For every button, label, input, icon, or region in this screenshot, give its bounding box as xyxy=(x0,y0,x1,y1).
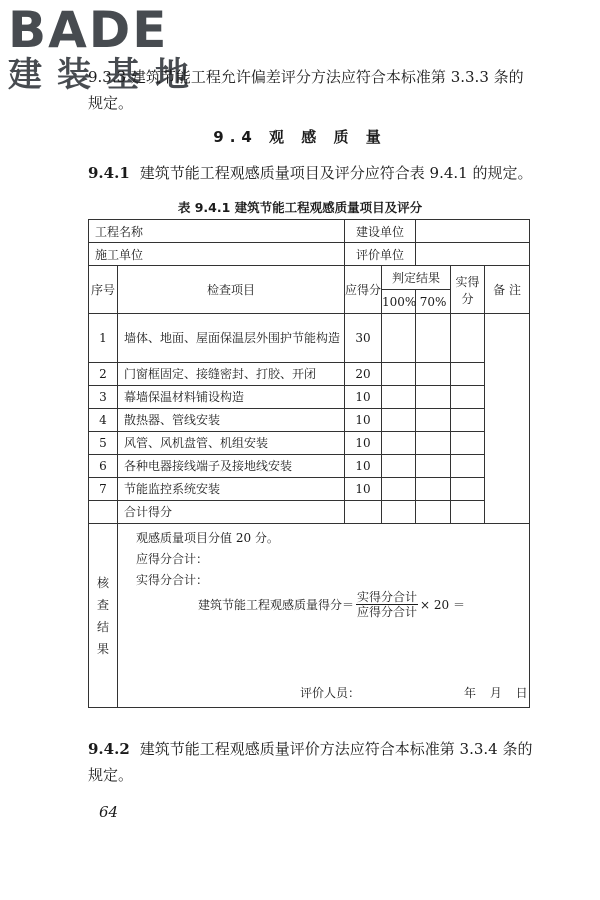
logo-subtext: 建装基地 xyxy=(8,55,204,95)
row-score: 20 xyxy=(345,363,382,386)
formula-suffix: × 20 ＝ xyxy=(420,598,465,612)
row-seq: 6 xyxy=(89,455,118,478)
formula-prefix: 建筑节能工程观感质量得分＝ xyxy=(198,598,355,612)
row-seq: 4 xyxy=(89,409,118,432)
table-row xyxy=(89,409,530,432)
date-label: 年 月 日 xyxy=(464,686,528,700)
check-result-body xyxy=(118,524,530,708)
table-caption: 表 9.4.1 建筑节能工程观感质量项目及评分 xyxy=(177,200,423,215)
page-number: 64 xyxy=(99,803,119,821)
score-formula xyxy=(198,590,465,619)
table-row xyxy=(89,432,530,455)
contractor-label: 施工单位 xyxy=(89,243,345,266)
table-row xyxy=(89,363,530,386)
row-item: 门窗框固定、接缝密封、打胶、开闭 xyxy=(118,363,345,386)
row-score: 10 xyxy=(345,455,382,478)
evaluation-unit-label: 评价单位 xyxy=(345,243,416,266)
project-name-label: 工程名称 xyxy=(89,220,345,243)
col-actual-score: 实得分 xyxy=(451,266,485,314)
row-item: 风管、风机盘管、机组安装 xyxy=(118,432,345,455)
row-item: 墙体、地面、屋面保温层外围护节能构造 xyxy=(118,314,345,363)
check-line-2: 应得分合计： xyxy=(136,552,209,566)
table-row xyxy=(89,314,530,363)
construction-unit-label: 建设单位 xyxy=(345,220,416,243)
formula-fraction xyxy=(356,590,418,619)
check-result-label: 核 查 结 果 xyxy=(89,524,118,708)
row-seq: 7 xyxy=(89,478,118,501)
row-item: 各种电器接线端子及接地线安装 xyxy=(118,455,345,478)
col-remark: 备 注 xyxy=(485,266,530,314)
total-row xyxy=(89,501,530,524)
clause-number: 9.4.2 xyxy=(88,740,130,758)
column-header-row xyxy=(89,266,530,290)
col-judgement: 判定结果 xyxy=(382,266,451,290)
col-due-score: 应得分 xyxy=(345,266,382,314)
row-score: 10 xyxy=(345,478,382,501)
formula-denominator: 应得分合计 xyxy=(357,605,418,619)
table-row xyxy=(89,386,530,409)
construction-unit-value xyxy=(416,220,530,243)
remark-cell xyxy=(485,314,530,524)
evaluation-table xyxy=(88,219,530,708)
total-label: 合计得分 xyxy=(118,501,345,524)
clause-text: 建筑节能工程观感质量项目及评分应符合表 9.4.1 的规定。 xyxy=(139,164,533,182)
check-result-row xyxy=(89,524,530,708)
paragraph-9-4-1 xyxy=(88,160,534,186)
header-row-project xyxy=(89,220,530,243)
evaluation-unit-value xyxy=(416,243,530,266)
row-seq: 3 xyxy=(89,386,118,409)
row-item: 节能监控系统安装 xyxy=(118,478,345,501)
header-row-contractor xyxy=(89,243,530,266)
table-row xyxy=(89,455,530,478)
logo-text: BADE xyxy=(8,1,169,59)
row-item: 散热器、管线安装 xyxy=(118,409,345,432)
table-row xyxy=(89,478,530,501)
check-line-1: 观感质量项目分值 20 分。 xyxy=(136,531,279,545)
row-item: 幕墙保温材料铺设构造 xyxy=(118,386,345,409)
row-seq: 2 xyxy=(89,363,118,386)
row-score: 10 xyxy=(345,409,382,432)
clause-text: 建筑节能工程观感质量评价方法应符合本标准第 3.3.4 条的规定。 xyxy=(88,740,533,784)
col-70-percent: 70% xyxy=(416,290,451,314)
row-seq: 1 xyxy=(89,314,118,363)
row-score: 30 xyxy=(345,314,382,363)
col-item: 检查项目 xyxy=(118,266,345,314)
section-title: 9.4 观 感 质 量 xyxy=(213,128,387,146)
clause-number: 9.4.1 xyxy=(88,164,130,182)
check-line-3: 实得分合计： xyxy=(136,573,209,587)
row-seq: 5 xyxy=(89,432,118,455)
row-score: 10 xyxy=(345,386,382,409)
row-score: 10 xyxy=(345,432,382,455)
col-seq: 序号 xyxy=(89,266,118,314)
formula-numerator: 实得分合计 xyxy=(357,590,418,604)
evaluator-label: 评价人员： xyxy=(300,686,361,700)
paragraph-9-3-3: 9.3.3 建筑节能工程允许偏差评分方法应符合本标准第 3.3.3 条的规定。 xyxy=(88,68,524,112)
col-100-percent: 100% xyxy=(382,290,416,314)
paragraph-9-4-2 xyxy=(88,736,534,788)
